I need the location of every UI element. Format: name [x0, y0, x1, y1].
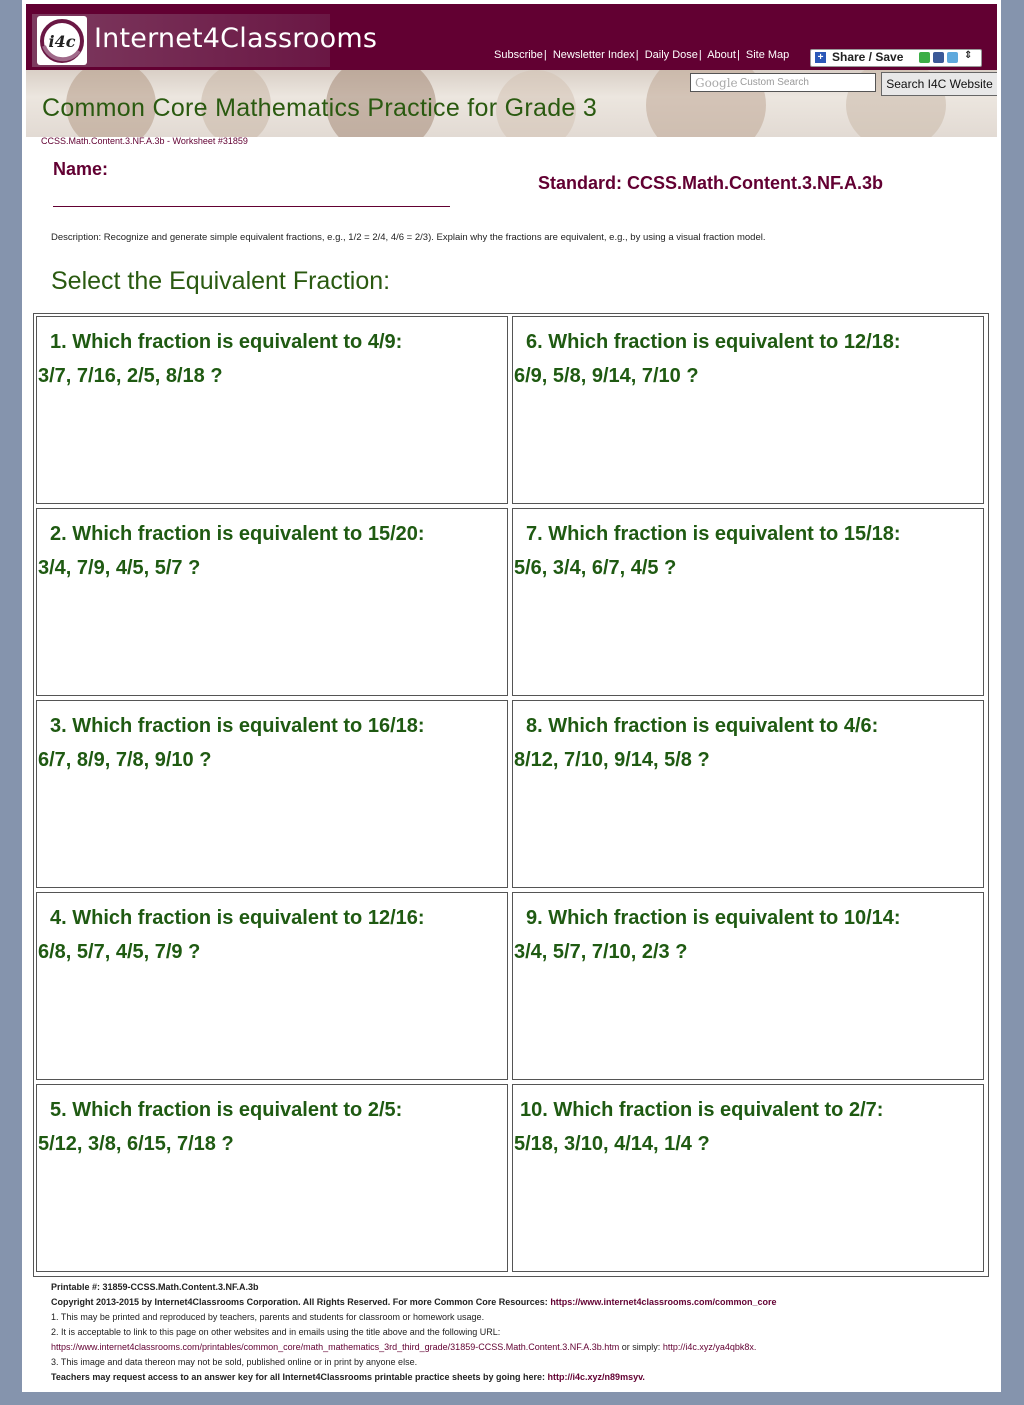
question-options: 6/8, 5/7, 4/5, 7/9 ?: [38, 941, 201, 963]
logo-short-text: i4c: [48, 32, 76, 51]
i4c-logo-icon: [37, 16, 87, 65]
standard-label: Standard: CCSS.Math.Content.3.NF.A.3b: [538, 173, 884, 193]
question-options: 5/18, 3/10, 4/14, 1/4 ?: [514, 1133, 710, 1155]
usage-note-2: 2. It is acceptable to link to this page on other websites and in emails using the title above and the following URL:: [51, 1327, 501, 1337]
question-text: 7. Which fraction is equivalent to 15/18:: [526, 523, 901, 545]
question-text: 10. Which fraction is equivalent to 2/7:: [520, 1099, 884, 1121]
top-header-bar: [26, 4, 997, 70]
footer: [51, 1280, 777, 1385]
question-cell: [36, 508, 508, 696]
nav-daily-dose[interactable]: Daily Dose: [644, 49, 698, 61]
question-cell: [512, 700, 984, 888]
share-email-icon: [919, 52, 930, 63]
question-options: 6/9, 5/8, 9/14, 7/10 ?: [514, 365, 699, 387]
question-options: 3/4, 5/7, 7/10, 2/3 ?: [514, 941, 688, 963]
search-placeholder: Custom Search: [740, 77, 809, 88]
logo-text: Internet4Classrooms: [94, 23, 378, 54]
question-options: 3/7, 7/16, 2/5, 8/18 ?: [38, 365, 223, 387]
question-cell: [512, 1084, 984, 1272]
description: Description: Recognize and generate simple equivalent fractions, e.g., 1/2 = 2/4, 4/6 = 2/3). Explain why the fractions are equivalent, e.g., by using a visual fraction model.: [51, 232, 766, 243]
url-line: [51, 1340, 777, 1355]
nav-newsletter-index[interactable]: Newsletter Index: [552, 49, 635, 61]
question-text: 9. Which fraction is equivalent to 10/14:: [526, 907, 901, 929]
question-cell: [512, 508, 984, 696]
full-url-link[interactable]: https://www.internet4classrooms.com/printables/common_core/math_mathematics_3rd_third_grade/31859-CCSS.Math.Content.3.NF.A.3b.htm: [51, 1342, 620, 1352]
share-save-button[interactable]: [810, 49, 982, 67]
copyright-text: Copyright 2013-2015 by Internet4Classrooms Corporation. All Rights Reserved. For more Common Core Resources:: [51, 1297, 548, 1307]
nav-site-map[interactable]: Site Map: [745, 49, 790, 61]
page-title: Common Core Mathematics Practice for Grade 3: [42, 94, 598, 122]
question-grid: [33, 313, 989, 1277]
question-options: 5/12, 3/8, 6/15, 7/18 ?: [38, 1133, 234, 1155]
question-options: 3/4, 7/9, 4/5, 5/7 ?: [38, 557, 201, 579]
share-dropdown-icon: ⇕: [964, 50, 973, 61]
share-plus-icon: +: [815, 52, 826, 63]
question-cell: [512, 892, 984, 1080]
facebook-icon: [933, 52, 944, 63]
breadcrumb: CCSS.Math.Content.3.NF.A.3b - Worksheet #31859: [41, 136, 248, 146]
question-text: 5. Which fraction is equivalent to 2/5:: [50, 1099, 403, 1121]
name-underline: [53, 206, 450, 207]
title-banner: [26, 70, 997, 137]
copyright-line: [51, 1295, 777, 1310]
question-cell: [36, 1084, 508, 1272]
name-label: Name:: [53, 159, 109, 179]
search-input[interactable]: [690, 73, 876, 92]
question-text: 4. Which fraction is equivalent to 12/16:: [50, 907, 425, 929]
google-brand-text: Google: [695, 76, 738, 90]
printable-number: Printable #: 31859-CCSS.Math.Content.3.NF.A.3b: [51, 1282, 259, 1292]
twitter-icon: [947, 52, 958, 63]
question-text: 3. Which fraction is equivalent to 16/18:: [50, 715, 425, 737]
question-options: 8/12, 7/10, 9/14, 5/8 ?: [514, 749, 710, 771]
search-button[interactable]: Search I4C Website: [881, 72, 997, 96]
top-nav: Subscribe| Newsletter Index| Daily Dose| About| Site Map: [494, 49, 790, 61]
answer-key-link[interactable]: http://i4c.xyz/n89msyv.: [547, 1372, 645, 1382]
question-text: 8. Which fraction is equivalent to 4/6:: [526, 715, 879, 737]
question-text: 6. Which fraction is equivalent to 12/18:: [526, 331, 901, 353]
question-text: 2. Which fraction is equivalent to 15/20:: [50, 523, 425, 545]
worksheet-page: [22, 0, 1001, 1392]
site-logo[interactable]: [32, 14, 378, 67]
question-cell: [36, 700, 508, 888]
question-options: 5/6, 3/4, 6/7, 4/5 ?: [514, 557, 677, 579]
question-cell: [512, 316, 984, 504]
usage-note-3: 3. This image and data thereon may not be sold, published online or in print by anyone else.: [51, 1357, 418, 1367]
short-url-link[interactable]: http://i4c.xyz/ya4qbk8x.: [662, 1342, 757, 1352]
share-label: Share / Save: [832, 50, 904, 64]
nav-about[interactable]: About: [707, 49, 736, 61]
question-text: 1. Which fraction is equivalent to 4/9:: [50, 331, 403, 353]
answer-key-text: Teachers may request access to an answer key for all Internet4Classrooms printable practice sheets by going here:: [51, 1372, 546, 1382]
usage-note-1: 1. This may be printed and reproduced by teachers, parents and students for classroom or homework usage.: [51, 1312, 485, 1322]
question-cell: [36, 892, 508, 1080]
question-options: 6/7, 8/9, 7/8, 9/10 ?: [38, 749, 212, 771]
url-or-text: or simply:: [621, 1342, 661, 1352]
common-core-link[interactable]: https://www.internet4classrooms.com/common_core: [550, 1297, 777, 1307]
nav-subscribe[interactable]: Subscribe: [494, 49, 543, 61]
answer-key-line: [51, 1370, 777, 1385]
section-title: Select the Equivalent Fraction:: [51, 267, 391, 295]
question-cell: [36, 316, 508, 504]
